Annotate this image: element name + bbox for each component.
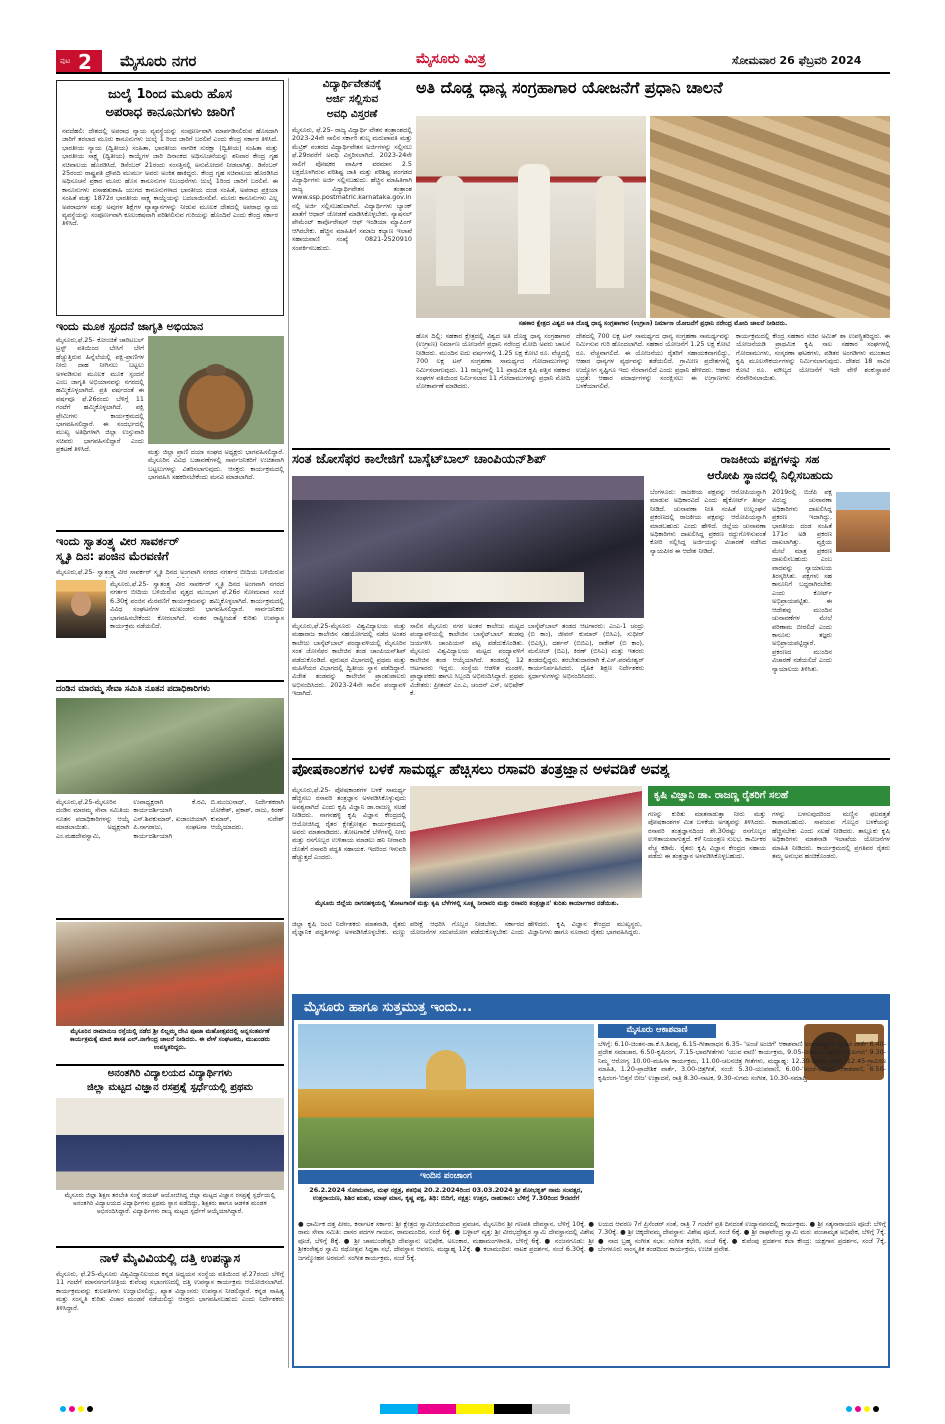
page-number-badge bbox=[56, 50, 102, 72]
panchanga-title-bar bbox=[298, 1170, 594, 1184]
nutrition-subhead bbox=[648, 786, 890, 806]
grain-sacks-photo bbox=[650, 116, 890, 318]
politics-body-2: 2019ರಲ್ಲಿ ಬಿಜೆಪಿ ಪಕ್ಷ ವಿರುದ್ಧ ಚುನಾವಣಾ ಅಧಿಕಾರಿಗಳು ದಾಖಲಿಸಿದ್ದ ಪ್ರಕರಣ ಇದಾಗಿದ್ದು, ಭಾರತೀಯ ದಂಡ ಸಂಹಿತೆ 171ರ ಅಡಿ ಪ್ರಕರಣ ದಾಖಲಾಗಿತ್ತು. ವ್ಯಕ್ತಿಯ ಮೇಲೆ ಮಾತ್ರ ಪ್ರಕರಣ ದಾಖಲಿಸಬಹುದು ಎಂಬ ವಾದವನ್ನು ನ್ಯಾಯಾಲಯ ತಿರಸ್ಕರಿಸಿತು. ಪಕ್ಷಗಳು ಸಹ ಕಾನೂನಿಗೆ ಬದ್ಧರಾಗಿರಬೇಕು ಎಂದು ಕೋರ್ಟ್ ಅಭಿಪ್ರಾಯಪಟ್ಟಿತು. ಈ ಆದೇಶವು ಮುಂದಿನ ಚುನಾವಣೆಗಳ ಮೇಲೆ ಪರಿಣಾಮ ಬೀರಲಿದೆ ಎಂದು ಕಾನೂನು ತಜ್ಞರು ಅಭಿಪ್ರಾಯಪಟ್ಟಿದ್ದಾರೆ. ಪ್ರಕರಣದ ಮುಂದಿನ ವಿಚಾರಣೆ ನಡೆಯಲಿದೆ ಎಂದು ನ್ಯಾಯಾಲಯ ತಿಳಿಸಿತು. bbox=[772, 488, 832, 673]
basketball-headline: ಸಂತ ಜೋಸೆಫರ ಕಾಲೇಜಿಗೆ ಬಾಸ್ಕೆಟ್‌ಬಾಲ್ ಚಾಂಪಿಯನ್‌ಶಿಪ್ bbox=[292, 452, 547, 467]
basketball-team-photo bbox=[292, 476, 644, 618]
mooka-headline: ಇಂದು ಮೂಕ ಸ್ಪಂದನೆ ಜಾಗೃತಿ ಅಭಿಯಾನ bbox=[56, 320, 204, 333]
radio-title: ಮೈಸೂರು ಆಕಾಶವಾಣಿ bbox=[626, 1025, 688, 1035]
events-title: ಮೈಸೂರು ಹಾಗೂ ಸುತ್ತಮುತ್ತ ಇಂದು... bbox=[304, 1000, 473, 1015]
mooka-body-2: ಮತ್ತು ಜಿಲ್ಲಾ ಪ್ರಾಣಿ ದಯಾ ಸಂಘದ ಅಧ್ಯಕ್ಷರು ಭಾಗವಹಿಸಲಿದ್ದಾರೆ. ಮೈಸೂರಿನ ವಿವಿಧ ಬಡಾವಣೆಗಳಲ್ಲಿ ಸಾರ್ವಜನಿಕರಿಗೆ ಉಚಿತವಾಗಿ ಬಟ್ಟಲುಗಳನ್ನು ವಿತರಿಸಲಾಗುವುದು. ಆಸಕ್ತರು ಕಾರ್ಯಕ್ರಮದಲ್ಲಿ ಭಾಗವಹಿಸಿ ಸಹಕರಿಸಬೇಕೆಂದು ಮನವಿ ಮಾಡಲಾಗಿದೆ. bbox=[148, 448, 284, 482]
grain-caption: ಸಹಕಾರ ಕ್ಷೇತ್ರದ ವಿಶ್ವದ ಅತಿ ದೊಡ್ಡ ಧಾನ್ಯ ಸಂಗ್ರಹಾಗಾರ (ಉಗ್ರಾಣ) ನಿರ್ಮಾಣ ಯೋಜನೆಗೆ ಪ್ರಧಾನಿ ನರೇಂದ್ರ ಮೋದಿ ಚಾಲನೆ ನೀಡಿದರು. bbox=[518, 320, 788, 327]
nutrition-body-4: ಗಳನ್ನು ಬಳಸುವುದರಿಂದ ಮಣ್ಣಿನ ಫಲವತ್ತತೆ ಕಾಪಾಡಬಹುದು. ಸಾವಯವ ಗೊಬ್ಬರ ಬಳಕೆಯನ್ನು ಹೆಚ್ಚಿಸಬೇಕು ಎಂದು ಸಲಹೆ ನೀಡಿದರು. ತಾಲ್ಲೂಕು ಕೃಷಿ ಅಧಿಕಾರಿಗಳು ಮಾತನಾಡಿ ಇಲಾಖೆಯ ಯೋಜನೆಗಳ ಮಾಹಿತಿ ನೀಡಿದರು. ಕಾರ್ಯಕ್ರಮದಲ್ಲಿ ಪ್ರಗತಿಪರ ರೈತರು ತಮ್ಮ ಅನುಭವ ಹಂಚಿಕೊಂಡರು. bbox=[772, 810, 890, 861]
datta-body: ಮೈಸೂರು, ಫೆ.25-ಮೈಸೂರು ವಿಶ್ವವಿದ್ಯಾನಿಲಯದ ಕನ್ನಡ ಅಧ್ಯಯನ ಸಂಸ್ಥೆಯ ವತಿಯಿಂದ ಫೆ.27ರಂದು ಬೆಳಿಗ್ಗೆ 11 ಗಂಟೆಗೆ ಮಾನಸಗಂಗೋತ್ರಿಯ ಕುವೆಂಪು ಸಭಾಂಗಣದಲ್ಲಿ ದತ್ತಿ ಉಪನ್ಯಾಸ ಕಾರ್ಯಕ್ರಮ ಆಯೋಜಿಸಲಾಗಿದೆ. ಕಾರ್ಯಕ್ರಮವನ್ನು ಕುಲಪತಿಗಳು ಉದ್ಘಾಟಿಸಲಿದ್ದು, ಖ್ಯಾತ ವಿದ್ವಾಂಸರು ಉಪನ್ಯಾಸ ನೀಡಲಿದ್ದಾರೆ. ಕನ್ನಡ ಸಾಹಿತ್ಯ ಮತ್ತು ಸಂಸ್ಕೃತಿ ಕುರಿತು ವಿಚಾರ ಮಂಡನೆ ನಡೆಯಲಿದ್ದು ಆಸಕ್ತರು ಭಾಗವಹಿಸಬಹುದು ಎಂದು ನಿರ್ದೇಶಕರು ತಿಳಿಸಿದ್ದಾರೆ. bbox=[56, 1270, 284, 1312]
events-banner bbox=[294, 996, 888, 1020]
basketball-article bbox=[292, 452, 644, 756]
panchanga-body: 26.2.2024 ಸೋಮವಾರ, ಮಘ ನಕ್ಷತ್ರ, ಶತಭಿಷ 20.2.2024ರಿಂದ 03.03.2024 ಶ್ರೀ ಶೋಭಕೃತ್ ನಾಮ ಸಂವತ್ಸರ, ಉತ್ತರಾಯಣ, ಶಿಶಿರ ಋತು, ಮಾಘ ಮಾಸ, ಕೃಷ್ಣ ಪಕ್ಷ, ತಿಥಿ: ಬಿದಿಗೆ, ನಕ್ಷತ್ರ: ಉತ್ತರ, ರಾಹುಕಾಲ: ಬೆಳಿಗ್ಗೆ 7.30ರಿಂದ 9ರವರೆಗೆ bbox=[309, 1186, 583, 1203]
mooka-article bbox=[56, 318, 284, 530]
bird-icon bbox=[206, 364, 226, 376]
person-figure-right bbox=[596, 176, 624, 288]
laws-article bbox=[56, 80, 284, 316]
page-label: ಪುಟ bbox=[60, 57, 71, 65]
savarkar-article bbox=[56, 534, 284, 680]
nutrition-body-2: ಜಿಲ್ಲಾ ಕೃಷಿ ಜಂಟಿ ನಿರ್ದೇಶಕರು ಮಾತನಾಡಿ, ರೈತರು ವೈಜ್ಞಾನಿಕ ಪದ್ಧತಿಗಳನ್ನು ಅಳವಡಿಸಿಕೊಳ್ಳಬೇಕು. ಮಣ್ಣು ಪರೀಕ್ಷೆ ಆಧರಿಸಿ ಗೊಬ್ಬರ ನೀಡಬೇಕು. ಸರ್ಕಾರದ ಯೋಜನೆಗಳ ಸದುಪಯೋಗ ಪಡೆದುಕೊಳ್ಳಬೇಕು ಎಂದು ಹೇಳಿದರು. ಕೃಷಿ ವಿಜ್ಞಾನ ಕೇಂದ್ರದ ಮುಖ್ಯಸ್ಥರು, ವಿಜ್ಞಾನಿಗಳು ಹಾಗೂ ನೂರಾರು ರೈತರು ಭಾಗವಹಿಸಿದ್ದರು. bbox=[292, 920, 642, 937]
dandina-headline: ದಂಡಿನ ಮಾರಮ್ಮ ಸೇವಾ ಸಮಿತಿ ನೂತನ ಪದಾಧಿಕಾರಿಗಳು bbox=[56, 684, 210, 694]
person-figure-left bbox=[436, 176, 464, 286]
panchanga-title: ಇಂದಿನ ಪಂಚಾಂಗ bbox=[420, 1171, 472, 1181]
scholarship-article bbox=[292, 78, 412, 448]
mysore-palace-photo bbox=[298, 1024, 594, 1168]
palace-dome-icon bbox=[426, 1050, 466, 1090]
mooka-body: ಮೈಸೂರು,ಫೆ.25- ಕೋಂಚಿತೆ ಚಾರಿಟಬಲ್ ಟ್ರಸ್ಟ್ ವತಿಯಿಂದ ಬೇಸಿಗೆ ಬೇಗೆ ಹೆಚ್ಚುತ್ತಿರುವ ಹಿನ್ನೆಲೆಯಲ್ಲಿ ಪಕ್ಷಿ-ಪ್ರಾಣಿಗಳ ನೀರು ದಾಹ ನೀಗಿಸಲು ಬಟ್ಟಲು ಅಳವಡಿಸುವ ಮೂಲಕ ಮೂಕ ಸ್ಪಂದನೆ ಎಂಬ ಜಾಗೃತಿ ಅಭಿಯಾನವನ್ನು ನಗರದಲ್ಲಿ ಹಮ್ಮಿಕೊಳ್ಳಲಾಗಿದೆ. ಪ್ರತಿ ವರ್ಷದಂತೆ ಈ ವರ್ಷವೂ ಫೆ.26ರಂದು ಬೆಳಿಗ್ಗೆ 11 ಗಂಟೆಗೆ ಹಮ್ಮಿಕೊಳ್ಳಲಾಗಿದೆ. ಪಕ್ಷಿ ಪ್ರೇಮಿಗಳು ಕಾರ್ಯಕ್ರಮದಲ್ಲಿ ಭಾಗವಹಿಸಲಿದ್ದಾರೆ. ಈ ಸಂದರ್ಭದಲ್ಲಿ ಮುಖ್ಯ ಅತಿಥಿಗಳಾಗಿ ಜಿಲ್ಲಾ ಉಸ್ತುವಾರಿ ಸಚಿವರು ಭಾಗವಹಿಸಲಿದ್ದಾರೆ ಎಂದು ಪ್ರಕಟಣೆ ತಿಳಿಸಿದೆ. bbox=[56, 336, 144, 454]
datta-headline: ನಾಳೆ ಮೈವಿವಿಯಲ್ಲಿ ದತ್ತಿ ಉಪನ್ಯಾಸ bbox=[99, 1250, 241, 1265]
nutrition-subhead-text: ಕೃಷಿ ವಿಜ್ಞಾನಿ ಡಾ. ರಾಜಣ್ಣ ರೈತರಿಗೆ ಸಲಹೆ bbox=[654, 790, 789, 801]
grain-headline: ಅತಿ ದೊಡ್ಡ ಧಾನ್ಯ ಸಂಗ್ರಹಾಗಾರ ಯೋಜನೆಗೆ ಪ್ರಧಾನಿ ಚಾಲನೆ bbox=[416, 78, 723, 97]
science-caption: ಮೈಸೂರು ಜಿಲ್ಲಾ ಶಿಕ್ಷಣ ತರಬೇತಿ ಸಂಸ್ಥೆ ಡಯಟ್ ಆಯೋಜಿಸಿದ್ದ ಜಿಲ್ಲಾ ಮಟ್ಟದ ವಿಜ್ಞಾನ ರಸಪ್ರಶ್ನೆ ಸ್ಪರ್ಧೆಯಲ್ಲಿ ಅನಂತಗಿರಿ ವಿದ್ಯಾಲಯದ ವಿದ್ಯಾರ್ಥಿಗಳು ಪ್ರಥಮ ಸ್ಥಾನ ಪಡೆದಿದ್ದು, ಶಿಕ್ಷಕರು ಹಾಗೂ ಆಡಳಿತ ಮಂಡಳಿ ಅಭಿನಂದಿಸಿದ್ದಾರೆ. ವಿದ್ಯಾರ್ಥಿಗಳು ರಾಜ್ಯ ಮಟ್ಟದ ಸ್ಪರ್ಧೆಗೆ ಆಯ್ಕೆಯಾಗಿದ್ದಾರೆ. bbox=[64, 1192, 276, 1215]
politics-headline-1: ರಾಜಕೀಯ ಪಕ್ಷಗಳನ್ನು ಸಹ bbox=[720, 452, 820, 466]
listings-2: ಲಯದ ಆವರಣ 7ಗೆ ಪ್ರಿಸೆಂಡರ್ ಸಂತೆ, ರಾತ್ರಿ 7 ಗಂಟೆಗೆ ಪ್ರತಿ ದಿನದಂತೆ ಉದ್ಯಾನವನದಲ್ಲಿ ಕಾರ್ಯಕ್ರಮ. ● ಶ್ರೀ ಸತ್ಯನಾರಾಯಣ ಪೂಜೆ: ಬೆಳಿಗ್ಗೆ 7.30ಕ್ಕೆ. ● ಶ್ರೀ ಚಿಕ್ಕದೇವಮ್ಮ ದೇವಸ್ಥಾನ: ವಿಶೇಷ ಪೂಜೆ, ಸಂಜೆ 6ಕ್ಕೆ. ● ಶ್ರೀ ರಾಘವೇಂದ್ರ ಸ್ವಾಮಿ ಮಠ: ಪಂಚಾಮೃತ ಅಭಿಷೇಕ, ಬೆಳಿಗ್ಗೆ 7ಕ್ಕೆ. ● ನಾದ ಬ್ರಹ್ಮ ಸಂಗೀತ ಸಭಾ: ಸಂಗೀತ ಕಛೇರಿ, ಸಂಜೆ 6ಕ್ಕೆ. ● ಕುವೆಂಪು ಪ್ರದರ್ಶನ ಕಲಾ ಕೇಂದ್ರ: ಯಕ್ಷಗಾನ ಪ್ರದರ್ಶನ, ಸಂಜೆ 7ಕ್ಕೆ, ಬೆಂಗಳೂರು ಸಾಂಸ್ಕೃತಿಕ ತಂಡದಿಂದ ಕಾರ್ಯಕ್ರಮ, ಉಚಿತ ಪ್ರವೇಶ. bbox=[598, 1220, 886, 1254]
basketball-body-2: ಸಾಲಿನ ಮೈಸೂರು ನಗರ ಅಂತರ ಕಾಲೇಜು ಮಟ್ಟದ ಪಂದ್ಯಾವಳಿಯಲ್ಲಿ ಕಾಲೇಜಿನ ಬಾಸ್ಕೆಟ್‌ಬಾಲ್ ತಂಡವು ಜಯಗಳಿಸಿ ಚಾಂಪಿಯನ್ ಪಟ್ಟ ಪಡೆದುಕೊಂಡಿತು. ಮೈಸೂರು ವಿಶ್ವವಿದ್ಯಾಲಯ ಮಟ್ಟದ ಪಂದ್ಯಾವಳಿಗೆ ಕಾಲೇಜಿನ ತಂಡ ಆಯ್ಕೆಯಾಗಿದೆ. ತಂಡದಲ್ಲಿ 12 ಆಟಗಾರರು ಇದ್ದರು. ಸಂಸ್ಥೆಯ ಆಡಳಿತ ಮಂಡಳಿ, ಪ್ರಾಧ್ಯಾಪಕರು ಹಾಗೂ ಸಿಬ್ಬಂದಿ ಅಭಿನಂದಿಸಿದ್ದಾರೆ. ಪ್ರಥಮ ವಿಜೇತರು: ಪ್ರೀತಮ್ ಎಂ.ಎ, ಚಂದನ್ ಎಸ್, ಅಭಿಷೇಕ್ ಕೆ. bbox=[410, 622, 524, 698]
savarkar-body-top: ಮೈಸೂರು,ಫೆ.25- ಸ್ವಾತಂತ್ರ್ಯ ವೀರ ಸಾವರ್ಕರ್ ಸ್ಮೃತಿ ದಿನದ ಅಂಗವಾಗಿ ನಗರದ ನಗರ್ತರ ಬೀದಿಯ ಬಳಿಯಿರುವ bbox=[56, 568, 284, 576]
section-title: ಮೈಸೂರು ನಗರ bbox=[120, 52, 197, 70]
team-banner bbox=[292, 476, 644, 500]
masthead bbox=[56, 50, 890, 74]
dandina-body: ಮೈಸೂರು,ಫೆ.25-ಮೈಸೂರಿನ ದಂಡಿನ ಮಾರಮ್ಮ ಸೇವಾ ಸಮಿತಿಯ ನೂತನ ಪದಾಧಿಕಾರಿಗಳನ್ನು ಆಯ್ಕೆ ಮಾಡಲಾಯಿತು. ಅಧ್ಯಕ್ಷರಾಗಿ ಎಂ.ಮಹದೇವಸ್ವಾಮಿ, ಉಪಾಧ್ಯಕ್ಷರಾಗಿ ಕೆ.ರವಿ, ಕಾರ್ಯದರ್ಶಿಯಾಗಿ ಎಸ್.ಶಿವಕುಮಾರ್, ಖಜಾಂಚಿಯಾಗಿ ಪಿ.ನಾಗರಾಜು, ಸಂಘಟನಾ ಕಾರ್ಯದರ್ಶಿಯಾಗಿ ಬಿ.ಮಂಜುನಾಥ್, ನಿರ್ದೇಶಕರಾಗಿ ಲೋಕೇಶ್, ಪ್ರಕಾಶ್, ರಾಜು, ಕಿರಣ್ ಕುಮಾರ್, ಸುರೇಶ್ ಆಯ್ಕೆಯಾದರು. bbox=[56, 798, 284, 840]
science-article bbox=[56, 1068, 284, 1244]
laws-body: ನವದೆಹಲಿ: ದೇಶದಲ್ಲಿ ಅಪರಾಧ ನ್ಯಾಯ ವ್ಯವಸ್ಥೆಯನ್ನು ಸಂಪೂರ್ಣವಾಗಿ ಮಾರ್ಪಡಿಸಲಿರುವ ಹೊಸದಾಗಿ ಜಾರಿಗೆ ತರಲಾದ ಮೂರು ಕಾನೂನುಗಳು ಜುಲೈ 1 ರಿಂದ ಜಾರಿಗೆ ಬರಲಿವೆ ಎಂದು ಕೇಂದ್ರ ಸರ್ಕಾರ ತಿಳಿಸಿದೆ. ಭಾರತೀಯ ನ್ಯಾಯ (ದ್ವಿತೀಯ) ಸಂಹಿತಾ, ಭಾರತೀಯ ನಾಗರಿಕ ಸುರಕ್ಷಾ (ದ್ವಿತೀಯ) ಸಂಹಿತಾ ಮತ್ತು ಭಾರತೀಯ ಸಾಕ್ಷ್ಯ (ದ್ವಿತೀಯ) ಕಾಯ್ದೆಗಳ ಜಾರಿ ದಿನಾಂಕದ ಅಧಿಸೂಚನೆಯನ್ನು ಶನಿವಾರ ಕೇಂದ್ರ ಗೃಹ ಸಚಿವಾಲಯ ಹೊರಡಿಸಿದೆ. ಡಿಸೆಂಬರ್ 21ರಂದು ಸಂಸತ್ತಿನಲ್ಲಿ ಅನುಮೋದನೆ ನೀಡಲಾಗಿತ್ತು. ಡಿಸೆಂಬರ್ 25ರಂದು ರಾಷ್ಟ್ರಪತಿ ದ್ರೌಪದಿ ಮುರ್ಮು ಅವರು ಅಂಕಿತ ಹಾಕಿದ್ದರು. ಕೇಂದ್ರ ಗೃಹ ಸಚಿವಾಲಯ ಹೊರಡಿಸಿದ ಅಧಿಸೂಚನೆ ಪ್ರಕಾರ ಮೂರು ಹೊಸ ಕಾನೂನುಗಳ ನಿಬಂಧನೆಗಳು ಜುಲೈ 1ರಿಂದ ಜಾರಿಗೆ ಬರಲಿವೆ. ಈ ಕಾನೂನುಗಳು ವಸಾಹತುಶಾಹಿ ಯುಗದ ಕಾನೂನುಗಳಾದ ಭಾರತೀಯ ದಂಡ ಸಂಹಿತೆ, ಅಪರಾಧ ಪ್ರಕ್ರಿಯಾ ಸಂಹಿತೆ ಮತ್ತು 1872ರ ಭಾರತೀಯ ಸಾಕ್ಷ್ಯ ಕಾಯ್ದೆಯನ್ನು ಬದಲಾಯಿಸಲಿವೆ. ಮೂರು ಕಾನೂನುಗಳು ಎಲ್ಲ ಅಪರಾಧಗಳ ಮತ್ತು ಅವುಗಳ ಶಿಕ್ಷೆಗಳ ವ್ಯಾಖ್ಯಾನಗಳನ್ನು ನೀಡುವ ಮೂಲಕ ದೇಶದಲ್ಲಿ ಅಪರಾಧ ನ್ಯಾಯ ವ್ಯವಸ್ಥೆಯನ್ನು ಸಂಪೂರ್ಣವಾಗಿ ಕೂಲಂಕಷವಾಗಿ ಪರಿಶೀಲಿಸುವ ಗುರಿಯನ್ನು ಹೊಂದಿವೆ ಎಂದು ಕೇಂದ್ರ ಸರ್ಕಾರ ತಿಳಿಸಿದೆ. bbox=[62, 127, 278, 228]
students-photo bbox=[56, 1098, 284, 1190]
scholarship-headline-2: ಅರ್ಜಿ ಸಲ್ಲಿಸುವ bbox=[325, 93, 379, 105]
paper-name: ಮೈಸೂರು ಮಿತ್ರ bbox=[416, 51, 486, 67]
savarkar-headline-1: ಇಂದು ಸ್ವಾತಂತ್ರ್ಯ ವೀರ ಸಾವರ್ಕರ್ bbox=[56, 534, 179, 548]
politics-article bbox=[650, 452, 890, 756]
nutrition-body-1: ಮೈಸೂರು,ಫೆ.25- ಪೋಷಕಾಂಶಗಳ ಬಳಕೆ ಸಾಮರ್ಥ್ಯ ಹೆಚ್ಚಿಸಲು ರಸಾವರಿ ತಂತ್ರಜ್ಞಾನ ಅಳವಡಿಸಿಕೊಳ್ಳುವುದು ಅವಶ್ಯವಾಗಿದೆ ಎಂದು ಕೃಷಿ ವಿಜ್ಞಾನಿ ಡಾ.ರಾಜಣ್ಣ ಸಲಹೆ ನೀಡಿದರು. ನಾಗನಹಳ್ಳಿ ಕೃಷಿ ವಿಜ್ಞಾನ ಕೇಂದ್ರದಲ್ಲಿ ಆಯೋಜಿಸಿದ್ದ ರೈತರ ಕ್ಷೇತ್ರೋತ್ಸವ ಕಾರ್ಯಕ್ರಮದಲ್ಲಿ ಅವರು ಮಾತನಾಡಿದರು. ತೋಟಗಾರಿಕೆ ಬೆಳೆಗಳಲ್ಲಿ ನೀರು ಮತ್ತು ರಸಗೊಬ್ಬರ ಉಳಿತಾಯ ಮಾಡಲು ಹನಿ ನೀರಾವರಿ ಜೊತೆಗೆ ರಸಾವರಿ ಪದ್ಧತಿ ಸಹಾಯಕ. ಇದರಿಂದ ಇಳುವರಿ ಹೆಚ್ಚುತ್ತದೆ ಎಂದರು. bbox=[292, 786, 406, 862]
food-caption: ಮೈಸೂರಿನ ರಾಮಾನುಜ ರಸ್ತೆಯಲ್ಲಿ ನಡೆದ ಶ್ರೀ ಲಿಲ್ಲಮ್ಮ ದೇವಿ ಪೂಜಾ ಮಹೋತ್ಸವದಲ್ಲಿ ಅನ್ನಸಂತರ್ಪಣೆ ಕಾರ್ಯಕ್ರಮಕ್ಕೆ ಮಾಜಿ ಶಾಸಕ ಎಲ್.ನಾಗೇಂದ್ರ ಚಾಲನೆ ನೀಡಿದರು. ಈ ವೇಳೆ ಸಂಘಟಕರು, ಮುಖಂಡರು ಉಪಸ್ಥಿತರಿದ್ದರು. bbox=[69, 1028, 271, 1051]
scholarship-headline-3: ಅವಧಿ ವಿಸ್ತರಣೆ bbox=[326, 108, 378, 120]
scholarship-headline-1: ವಿದ್ಯಾರ್ಥಿವೇತನಕ್ಕೆ bbox=[322, 78, 382, 90]
savarkar-portrait bbox=[56, 580, 106, 638]
laws-headline-2: ಅಪರಾಧ ಕಾನೂನುಗಳು ಜಾರಿಗೆ bbox=[105, 105, 235, 120]
nutrition-headline: ಪೋಷಕಾಂಶಗಳ ಬಳಕೆ ಸಾಮರ್ಥ್ಯ ಹೆಚ್ಚಿಸಲು ರಸಾವರಿ ತಂತ್ರಜ್ಞಾನ ಅಳವಡಿಕೆ ಅವಶ್ಯ bbox=[292, 762, 670, 778]
events-box bbox=[292, 994, 890, 1368]
grain-body-1: ಹೊಸ ದಿಲ್ಲಿ: ಸಹಕಾರ ಕ್ಷೇತ್ರದಲ್ಲಿ ವಿಶ್ವದ ಅತಿ ದೊಡ್ಡ ಧಾನ್ಯ ಸಂಗ್ರಹಾಗಾರ (ಉಗ್ರಾಣ) ನಿರ್ಮಾಣ ಯೋಜನೆಗೆ ಪ್ರಧಾನಿ ನರೇಂದ್ರ ಮೋದಿ ಅವರು ಚಾಲನೆ ನೀಡಿದರು. ಮುಂದಿನ ಐದು ವರ್ಷಗಳಲ್ಲಿ 1.25 ಲಕ್ಷ ಕೋಟಿ ರೂ. ವೆಚ್ಚದಲ್ಲಿ 700 ಲಕ್ಷ ಟನ್ ಸಂಗ್ರಹಣಾ ಸಾಮರ್ಥ್ಯದ ಗೋದಾಮುಗಳನ್ನು ನಿರ್ಮಿಸಲಾಗುವುದು. 11 ರಾಜ್ಯಗಳಲ್ಲಿ 11 ಪ್ರಾಥಮಿಕ ಕೃಷಿ ಪತ್ತಿನ ಸಹಕಾರ ಸಂಘಗಳ ವತಿಯಿಂದ ನಿರ್ಮಿಸಲಾದ 11 ಗೋದಾಮುಗಳನ್ನು ಪ್ರಧಾನಿ ಮೋದಿ ಲೋಕಾರ್ಪಣೆ ಮಾಡಿದರು. bbox=[416, 332, 570, 391]
grain-body-3: ಕಾರ್ಯಕ್ರಮದಲ್ಲಿ ಕೇಂದ್ರ ಸಹಕಾರ ಸಚಿವ ಅಮಿತ್ ಶಾ ಉಪಸ್ಥಿತರಿದ್ದರು. ಈ ಯೋಜನೆಯಡಿ ಪ್ರಾಥಮಿಕ ಕೃಷಿ ಸಾಲ ಸಹಕಾರ ಸಂಘಗಳಲ್ಲಿ ಗೋದಾಮುಗಳು, ಸಂಸ್ಕರಣಾ ಘಟಕಗಳು, ಪಡಿತರ ಅಂಗಡಿಗಳು ಮುಂತಾದ ಕೃಷಿ ಮೂಲಸೌಕರ್ಯಗಳನ್ನು ನಿರ್ಮಿಸಲಾಗುವುದು. ದೇಶದ 18 ಸಾವಿರ ಕೋಟಿ ರೂ. ಮೌಲ್ಯದ ಯೋಜನೆಗೆ ಇದೇ ವೇಳೆ ಶಂಕುಸ್ಥಾಪನೆ ನೆರವೇರಿಸಲಾಯಿತು. bbox=[736, 332, 890, 383]
listings-1: ● ಧಾರ್ಮಿಕ ದತ್ತ ಪೀಠಂ, ಕರ್ನಾಟಕ ಸರ್ಕಾರ: ಶ್ರೀ ಕ್ಷೇತ್ರದ ಸ್ವಾಮೀಜಿಯವರಿಂದ ಪ್ರವಚನ, ಮೈಸೂರಿನ ಶ್ರೀ ಗಣಪತಿ ದೇವಸ್ಥಾನ, ಬೆಳಿಗ್ಗೆ 10ಕ್ಕೆ. ● ರಾಮ ಸೇವಾ ಸಮಿತಿ: ದಾಸರ ಪದಗಳ ಗಾಯನ, ರಾಮಮಂದಿರ, ಸಂಜೆ 6ಕ್ಕೆ. ● ಬಳ್ಳಾಲ್ ವೃತ್ತ: ಶ್ರೀ ವೀರಭದ್ರೇಶ್ವರ ಸ್ವಾಮಿ ದೇವಸ್ಥಾನದಲ್ಲಿ ವಿಶೇಷ ಪೂಜೆ, ಬೆಳಿಗ್ಗೆ 8ಕ್ಕೆ. ● ಶ್ರೀ ಚಾಮುಂಡೇಶ್ವರಿ ದೇವಸ್ಥಾನ: ಅಭಿಷೇಕ, ಅಲಂಕಾರ, ಮಹಾಮಂಗಳಾರತಿ, ಬೆಳಿಗ್ಗೆ 6ಕ್ಕೆ. ● ನಂಜನಗೂಡು: ಶ್ರೀ ಶ್ರೀಕಂಠೇಶ್ವರ ಸ್ವಾಮಿ ರಥೋತ್ಸವ ಸಿದ್ಧತಾ ಸಭೆ, ದೇವಸ್ಥಾನ ಆವರಣ, ಮಧ್ಯಾಹ್ನ 12ಕ್ಕೆ. ● ಕಲಾಮಂದಿರ: ನಾಟಕ ಪ್ರದರ್ಶನ, ಸಂಜೆ 6.30ಕ್ಕೆ. ● ಜಗನ್ಮೋಹನ ಅರಮನೆ: ಸಂಗೀತ ಕಾರ್ಯಕ್ರಮ, ಸಂಜೆ 5ಕ್ಕೆ. bbox=[298, 1220, 594, 1262]
basketball-body-3: ಬಾಸ್ಕೆಟ್‌ಬಾಲ್ ತಂಡದ ಆಟಗಾರರು: ಎಂಎ-1 ಚಂದ್ರು (ಬಿ ಕಾಂ), ಜೀವನ್ ಕುಮಾರ್ (ಬಿಸಿಎ), ಸುಧೀರ್ (ಬಿಎಸ್ಸಿ), ದರ್ಶನ್ (ಬಿಬಿಎ), ರಾಕೇಶ್ (ಬಿ ಕಾಂ), ಮನೋಜ್ (ಬಿಎ), ಕಿರಣ್ (ಬಿಸಿಎ) ಮತ್ತು ಇತರರು ತಂಡದಲ್ಲಿದ್ದರು. ತರಬೇತುದಾರರಾಗಿ ಕೆ.ಎಸ್.ಪರಮೇಶ್ವರ್ ಕಾರ್ಯನಿರ್ವಹಿಸಿದರು. ದೈಹಿಕ ಶಿಕ್ಷಣ ನಿರ್ದೇಶಕರು ಸ್ಪರ್ಧಾಳುಗಳನ್ನು ಅಭಿನಂದಿಸಿದರು. bbox=[528, 622, 644, 681]
radio-title-bar bbox=[598, 1024, 716, 1038]
grain-body-2: ದೇಶದಲ್ಲಿ 700 ಲಕ್ಷ ಟನ್ ಸಾಮರ್ಥ್ಯದ ಧಾನ್ಯ ಸಂಗ್ರಹಣಾ ಸಾಮರ್ಥ್ಯವನ್ನು ನಿರ್ಮಿಸುವ ಗುರಿ ಹೊಂದಲಾಗಿದೆ. ಸಹಕಾರ ಯೋಜನೆಗೆ 1.25 ಲಕ್ಷ ಕೋಟಿ ರೂ. ವೆಚ್ಚವಾಗಲಿದೆ. ಈ ಯೋಜನೆಯು ರೈತರಿಗೆ ಸಹಾಯಕವಾಗಲಿದ್ದು, ಆಹಾರ ಧಾನ್ಯಗಳ ವ್ಯರ್ಥವನ್ನು ತಡೆಯಲಿದೆ. ಗ್ರಾಮೀಣ ಪ್ರದೇಶಗಳಲ್ಲಿ ಉದ್ಯೋಗ ಸೃಷ್ಟಿಗೂ ಇದು ನೆರವಾಗಲಿದೆ ಎಂದು ಪ್ರಧಾನಿ ಹೇಳಿದರು. ಆಹಾರ ಭದ್ರತೆ: ಆಹಾರ ಪದಾರ್ಥಗಳನ್ನು ಸಂರಕ್ಷಿಸಲು ಈ ಉಗ್ರಾಣಗಳು ಬಳಕೆಯಾಗಲಿವೆ. bbox=[576, 332, 730, 391]
vidhana-soudha-photo bbox=[836, 492, 890, 552]
food-serving-photo bbox=[56, 922, 284, 1026]
laws-headline-1: ಜುಲೈ 1ರಿಂದ ಮೂರು ಹೊಸ bbox=[107, 87, 233, 102]
basketball-body-1: ಮೈಸೂರು,ಫೆ.25-ಮೈಸೂರು ವಿಶ್ವವಿದ್ಯಾಲಯ ಮತ್ತು ಮಹಾರಾಜ ಕಾಲೇಜಿನ ಸಹಯೋಗದಲ್ಲಿ ನಡೆದ ಅಂತರ ಕಾಲೇಜು ಬಾಸ್ಕೆಟ್‌ಬಾಲ್ ಪಂದ್ಯಾವಳಿಯಲ್ಲಿ ಮೈಸೂರಿನ ಸಂತ ಜೋಸೆಫರ ಕಾಲೇಜಿನ ತಂಡ ಚಾಂಪಿಯನ್‌ಶಿಪ್ ಪಡೆದುಕೊಂಡಿದೆ. ಪುರುಷರ ವಿಭಾಗದಲ್ಲಿ ಪ್ರಥಮ ಮತ್ತು ಮಹಿಳೆಯರ ವಿಭಾಗದಲ್ಲಿ ದ್ವಿತೀಯ ಸ್ಥಾನ ಪಡೆದಿದ್ದಾರೆ. ವಿಜೇತ ತಂಡವನ್ನು ಕಾಲೇಜಿನ ಪ್ರಾಂಶುಪಾಲರು ಅಭಿನಂದಿಸಿದರು. 2023-24ನೇ ಸಾಲಿನ ಪಂದ್ಯಾವಳಿ ಇದಾಗಿದೆ. bbox=[292, 622, 406, 698]
grain-article bbox=[416, 78, 890, 448]
savarkar-body: ಮೈಸೂರು,ಫೆ.25- ಸ್ವಾತಂತ್ರ್ಯ ವೀರ ಸಾವರ್ಕರ್ ಸ್ಮೃತಿ ದಿನದ ಅಂಗವಾಗಿ ನಗರದ ನಗರ್ತರ ಬೀದಿಯ ಬಳಿಯಿರುವ ವೃತ್ತದ ಮುಂಭಾಗ ಫೆ.26ರ ಸೋಮವಾರ ಸಂಜೆ 6.30ಕ್ಕೆ ಪಂಜಿನ ಮೆರವಣಿಗೆ ಕಾರ್ಯಕ್ರಮವನ್ನು ಹಮ್ಮಿಕೊಳ್ಳಲಾಗಿದೆ. ಕಾರ್ಯಕ್ರಮದಲ್ಲಿ ವಿವಿಧ ಸಂಘಟನೆಗಳ ಮುಖಂಡರು ಭಾಗವಹಿಸಲಿದ್ದಾರೆ. ಸಾರ್ವಜನಿಕರು ಭಾಗವಹಿಸಬೇಕೆಂದು ಕೋರಲಾಗಿದೆ. ನಂತರ ರಾಷ್ಟ್ರೀಯತೆ ಕುರಿತು ಉಪನ್ಯಾಸ ಕಾರ್ಯಕ್ರಮ ನಡೆಯಲಿದೆ. bbox=[110, 580, 284, 631]
bird-bath-photo bbox=[148, 336, 284, 444]
issue-date: ಸೋಮವಾರ 26 ಫೆಬ್ರವರಿ 2024 bbox=[732, 54, 862, 67]
color-bar bbox=[380, 1404, 570, 1414]
datta-article bbox=[56, 1250, 284, 1368]
person-figure-center bbox=[518, 164, 550, 294]
nutrition-body-3: ಗಣನ್ನು ಕುರಿತು ಮಾತನಾಡುತ್ತಾ ನೀರು ಮತ್ತು ಪೋಷಕಾಂಶಗಳ ಮಿತ ಬಳಕೆಯ ಅಗತ್ಯವನ್ನು ತಿಳಿಸಿದರು. ರಸಾವರಿ ತಂತ್ರಜ್ಞಾನದಿಂದ ಶೇ.30ರಷ್ಟು ರಸಗೊಬ್ಬರ ಉಳಿತಾಯವಾಗುತ್ತದೆ. ಕಳೆ ನಿಯಂತ್ರಣ ಸುಲಭ. ಕಾರ್ಮಿಕರ ವೆಚ್ಚ ಕಡಿಮೆ. ರೈತರು ಕೃಷಿ ವಿಜ್ಞಾನ ಕೇಂದ್ರದ ಸಹಾಯ ಪಡೆದು ಈ ತಂತ್ರಜ್ಞಾನ ಅಳವಡಿಸಿಕೊಳ್ಳಬಹುದು. bbox=[648, 810, 766, 861]
print-registration-marks-right bbox=[846, 1406, 886, 1414]
nutrition-article bbox=[292, 762, 890, 988]
savarkar-headline-2: ಸ್ಮೃತಿ ದಿನ: ಪಂಜಿನ ಮೆರವಣಿಗೆ bbox=[56, 549, 169, 563]
dandina-article bbox=[56, 684, 284, 916]
politics-body-1: ಬೆಂಗಳೂರು: ರಾಜಕೀಯ ಪಕ್ಷವನ್ನು ಆರೋಪಿಯನ್ನಾಗಿ ಮಾಡುವ ಅಧಿಕಾರವಿದೆ ಎಂದು ಹೈಕೋರ್ಟ್ ತೀರ್ಪು ನೀಡಿದೆ. ಚುನಾವಣಾ ನೀತಿ ಸಂಹಿತೆ ಉಲ್ಲಂಘನೆ ಪ್ರಕರಣದಲ್ಲಿ ರಾಜಕೀಯ ಪಕ್ಷವನ್ನು ಆರೋಪಿಯನ್ನಾಗಿ ಮಾಡಬಹುದು ಎಂದು ಹೇಳಿದೆ. ಜಿಲ್ಲೆಯ ಚುನಾವಣಾ ಅಧಿಕಾರಿಗಳು ದಾಖಲಿಸಿದ್ದ ಪ್ರಕರಣ ರದ್ದುಗೊಳಿಸುವಂತೆ ಕೋರಿ ಸಲ್ಲಿಸಿದ್ದ ಅರ್ಜಿಯನ್ನು ವಿಚಾರಣೆ ನಡೆಸಿದ ನ್ಯಾಯಪೀಠ ಈ ಆದೇಶ ನೀಡಿದೆ. bbox=[650, 488, 766, 555]
science-headline-1: ಅನಂತಗಿರಿ ವಿದ್ಯಾಲಯದ ವಿದ್ಯಾರ್ಥಿಗಳು bbox=[107, 1068, 233, 1079]
print-registration-marks bbox=[60, 1406, 100, 1414]
front-row bbox=[352, 572, 584, 602]
portrait-face-icon bbox=[71, 592, 91, 616]
page-number: 2 bbox=[78, 50, 92, 74]
science-headline-2: ಜಿಲ್ಲಾ ಮಟ್ಟದ ವಿಜ್ಞಾನ ರಸಪ್ರಶ್ನೆ ಸ್ಪರ್ಧೆಯಲ್ಲಿ ಪ್ರಥಮ bbox=[86, 1082, 254, 1093]
scholarship-body: ಮೈಸೂರು, ಫೆ.25- ರಾಜ್ಯ ವಿದ್ಯಾರ್ಥಿ ವೇತನ ತಂತ್ರಾಂಶದಲ್ಲಿ 2023-24ನೇ ಸಾಲಿನ ಸರ್ಕಾರಿ ಶುಲ್ಕ ಮರುಪಾವತಿ ಮತ್ತು ಮೆಟ್ರಿಕ್ ನಂತರದ ವಿದ್ಯಾರ್ಥಿವೇತನ ಅರ್ಜಿಗಳನ್ನು ಸಲ್ಲಿಸಲು ಫೆ.29ರವರೆಗೆ ಅವಧಿ ವಿಸ್ತರಿಸಲಾಗಿದೆ. 2023-24ನೇ ಸಾಲಿಗೆ ಪೋಷಕರ ವಾರ್ಷಿಕ ವರಮಾನ 2.5 ಲಕ್ಷದೊಳಗಿರುವ ಪರಿಶಿಷ್ಟ ಜಾತಿ ಮತ್ತು ಪರಿಶಿಷ್ಟ ಪಂಗಡದ ವಿದ್ಯಾರ್ಥಿಗಳು ಅರ್ಜಿ ಸಲ್ಲಿಸಬಹುದು. ಹೆಚ್ಚಿನ ಮಾಹಿತಿಗಾಗಿ ರಾಜ್ಯ ವಿದ್ಯಾರ್ಥಿವೇತನ ತಂತ್ರಾಂಶ www.ssp.postmatric.karnataka.gov.in ನಲ್ಲಿ ಅರ್ಜಿ ಸಲ್ಲಿಸಬಹುದಾಗಿದೆ. ವಿದ್ಯಾರ್ಥಿಗಳು ಬ್ಯಾಂಕ್ ಖಾತೆಗೆ ಆಧಾರ್ ಜೋಡಣೆ ಮಾಡಿಸಿಕೊಳ್ಳಬೇಕು. ನ್ಯಾಷನಲ್ ಪೇಮೆಂಟ್ ಕಾರ್ಪೊರೇಷನ್ ಆಫ್ ಇಂಡಿಯಾ ಮ್ಯಾಪಿಂಗ್ ಆಗಿರಬೇಕು. ಹೆಚ್ಚಿನ ಮಾಹಿತಿಗೆ ಸಮಾಜ ಕಲ್ಯಾಣ ಇಲಾಖೆ ಸಹಾಯವಾಣಿ ಸಂಖ್ಯೆ 0821-2520910 ಸಂಪರ್ಕಿಸಬಹುದು. bbox=[292, 126, 412, 252]
politics-headline-2: ಆರೋಪಿ ಸ್ಥಾನದಲ್ಲಿ ನಿಲ್ಲಿಸಬಹುದು bbox=[707, 468, 833, 482]
food-article bbox=[56, 922, 284, 1062]
committee-group-photo bbox=[56, 698, 284, 794]
radio-body: ಬೆಳಿಗ್ಗೆ: 6.10-ಚಿಂತನ-ಡಾ.ಕೆ.ಸಿ.ಶಿವಪ್ಪ, 6.15-ಗೀತಾರಾಧನ 6.35- 'ಅಂಚೆ ಅಂಚಿಗೆ' ಆಕಾಶವಾಣಿ ಅಂತಾರಾಷ್ಟ್ರೀಯ ಪ್ರಸಾರ ವಾರ್ತೆ 6.40-ಪ್ರದೇಶ ಸಮಾಚಾರ, 6.50-ಕೃಷಿರಂಗ, 7.15-ಭಾವಗೀತೆಗಳು 'ಯುವ ವಾಣಿ' ಕಾರ್ಯಕ್ರಮ, 9.05-ನೀತಿಕಾಮ-'ಹಲವು ಮುಖಗಳು' 9.30-ನಿಮ್ಮ ಆರೋಗ್ಯ 10.00-ಮಹಿಳಾ ಕಾರ್ಯಕ್ರಮ, 11.00-ಚಲನಚಿತ್ರ ಗೀತೆಗಳು, ಮಧ್ಯಾಹ್ನ: 12.30-ದೇಶದ ವಾರ್ತೆ, 12.45-ಗ್ರಾಮೀಣ ಮಾಹಿತಿ, 1.20-ಪ್ರಾದೇಶಿಕ ವಾರ್ತೆ, 3.00-ಚಿತ್ರಗೀತೆ, ಸಂಜೆ: 5.30-ಯುವವಾಣಿ, 6.00-'ಅಂಚೆ-ಅಂಚಿಗೆ' ಆಕಾಶವಾಣಿ, 6.50-ಕೃಷಿರಂಗ-'ಬಿತ್ತನೆ ಬೀಜ' ಉತ್ಪಾದನೆ, ರಾತ್ರಿ 8.30-ನಾಟಕ, 9.30-ಸುಗಮ ಸಂಗೀತ, 10.30-ಸಮಾಪ್ತಿ bbox=[598, 1040, 886, 1082]
workshop-photo bbox=[410, 786, 642, 898]
nutrition-caption: ಮೈಸೂರು ಜಿಲ್ಲೆಯ ನಾಗನಹಳ್ಳಿಯಲ್ಲಿ 'ತೋಟಗಾರಿಕೆ ಮತ್ತು ಕೃಷಿ ಬೆಳೆಗಳಲ್ಲಿ ಸೂಕ್ಷ್ಮ ನೀರಾವರಿ ಮತ್ತು ರಸಾವರಿ ತಂತ್ರಜ್ಞಾನ' ಕುರಿತು ಕಾರ್ಯಾಗಾರ ನಡೆಯಿತು. bbox=[315, 900, 619, 907]
pm-stage-photo bbox=[416, 116, 646, 318]
